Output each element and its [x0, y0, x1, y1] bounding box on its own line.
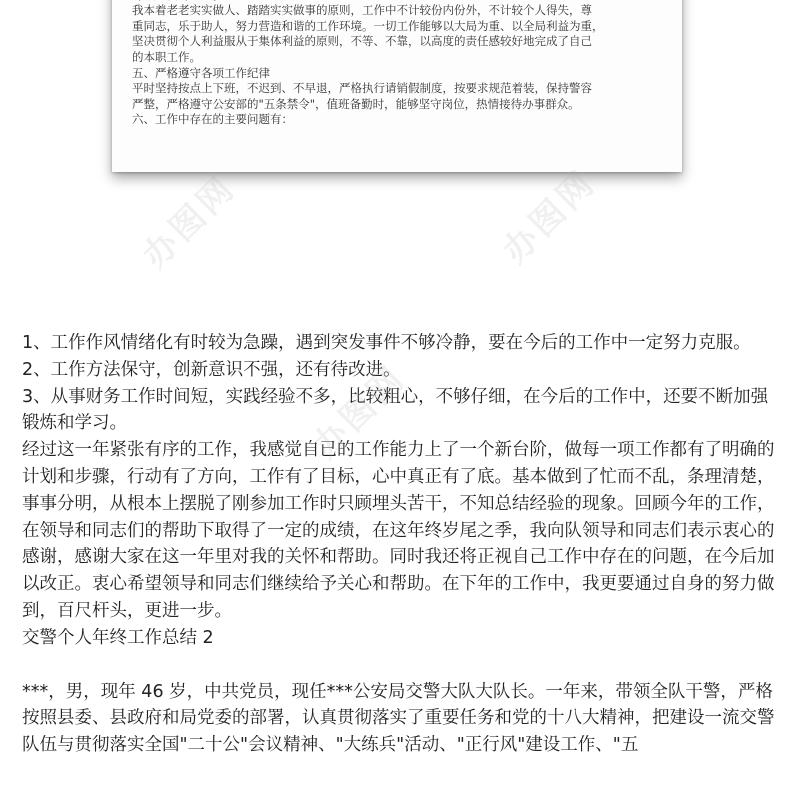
card-line: 的本职工作。 — [132, 49, 201, 64]
card-line: 平时坚持按点上下班，不迟到、不早退，严格执行请销假制度，按要求规范着装，保持警容 — [132, 81, 592, 96]
paragraph: ***，男，现年 46 岁，中共党员，现任***公安局交警大队大队长。一年来，带领全队干警，严格按照县委、县政府和局党委的部署，认真贯彻落实了重要任务和党的十八大精神，把建设一流交警队伍与贯彻落实全国"二十公"会议精神、"大练兵"活动、"正行风"建设工作、"五 — [22, 681, 775, 756]
card-line: 坚决贯彻个人利益服从于集体利益的原则，不等、不靠，以高度的责任感较好地完成了自己 — [132, 34, 592, 49]
section-title: 交警个人年终工作总结 2 — [22, 627, 214, 648]
scanned-page-text — [132, 0, 662, 136]
document-body — [22, 330, 782, 759]
watermark: 办图网 — [305, 357, 414, 467]
card-heading: 五、严格遵守各项工作纪律 — [132, 65, 270, 80]
paragraph: 1、工作作风情绪化有时较为急躁，遇到突发事件不够冷静，要在今后的工作中一定努力克服。 — [22, 333, 751, 353]
watermark: 办图网 — [495, 162, 604, 272]
card-heading: 六、工作中存在的主要问题有： — [132, 112, 293, 127]
scanned-page-card — [112, 0, 682, 172]
watermark: 办图网 — [135, 167, 244, 277]
spacer — [22, 652, 782, 679]
paragraph: 经过这一年紧张有序的工作，我感觉自已的工作能力上了一个新台阶，做每一项工作都有了明确的计划和步骤，行动有了方向，工作有了目标，心中真正有了底。基本做到了忙而不乱，条理清楚，事事分明，从根本上摆脱了刚参加工作时只顾埋头苦干，不知总结经验的现象。回顾今年的工作，在领导和同志们的帮助下取得了一定的成绩，在这年终岁尾之季，我向队领导和同志们表示衷心的感谢，感谢大家在这一年里对我的关怀和帮助。同时我还将正视自己工作中存在的问题，在今后加以改正。衷心希望领导和同志们继续给予关心和帮助。在下年的工作中，我更要通过自身的努力做到，百尺杆头，更进一步。 — [22, 440, 775, 621]
card-line: 我本着老老实实做人、踏踏实实做事的原则，工作中不计较份内份外，不计较个人得失，尊 — [132, 3, 592, 18]
paragraph: 2、工作方法保守，创新意识不强，还有待改进。 — [22, 359, 401, 380]
card-line: 严整，严格遵守公安部的"五条禁令"，值班备勤时，能够坚守岗位，热情接待办事群众。 — [132, 96, 580, 111]
paragraph: 3、从事财务工作时间短，实践经验不多，比较粗心，不够仔细，在今后的工作中，还要不断加强锻炼和学习。 — [22, 386, 769, 434]
card-line: 重同志，乐于助人，努力营造和谐的工作环境。一切工作能够以大局为重、以全局利益为重， — [132, 18, 604, 33]
